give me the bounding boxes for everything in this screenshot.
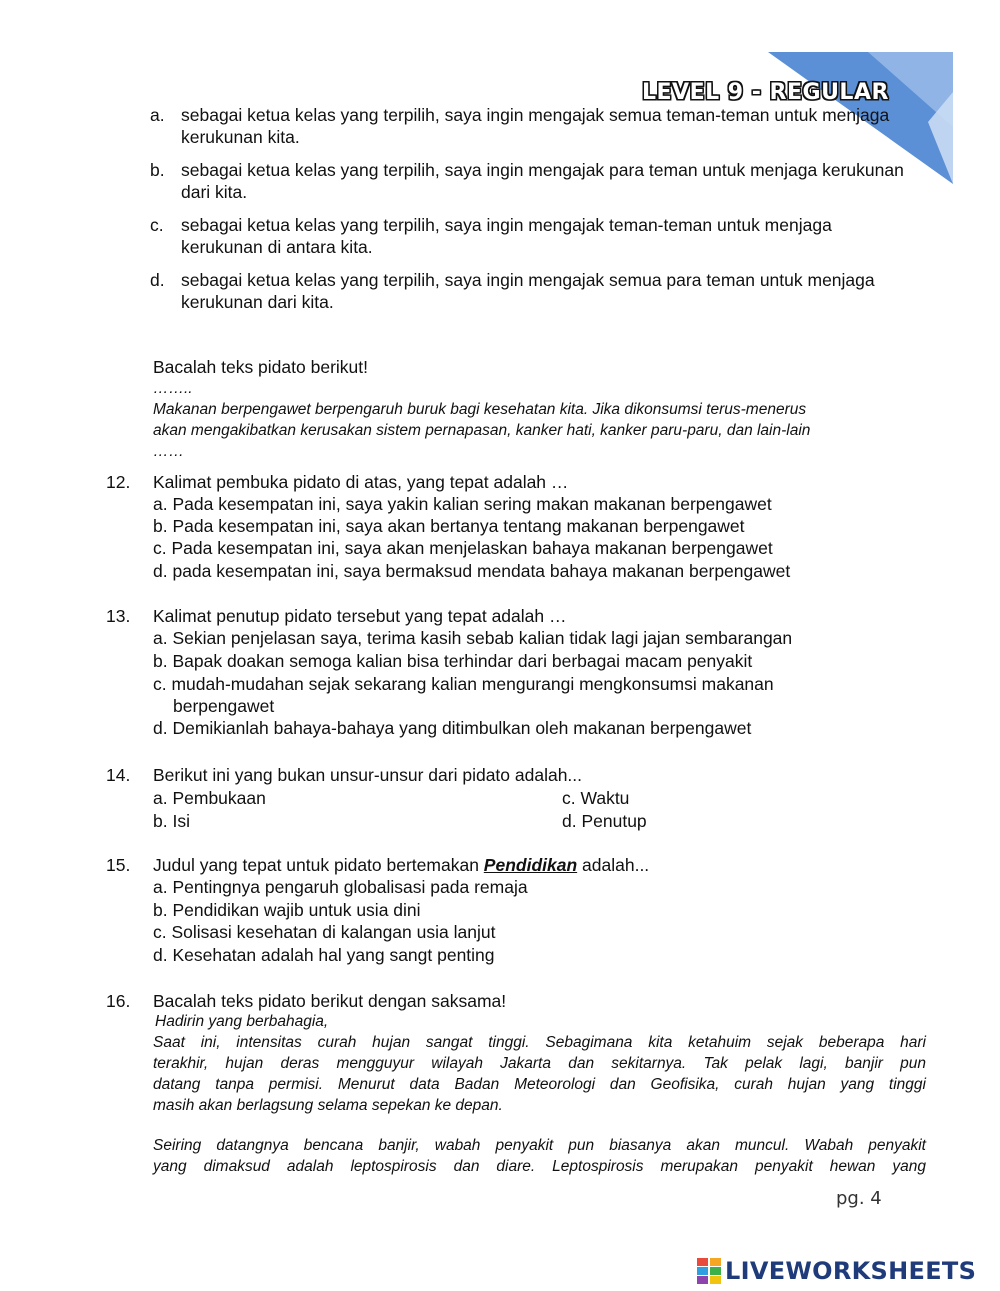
option-text: sebagai ketua kelas yang terpilih, saya ingin mengajak para teman untuk menjaga kerukunan dari kita. [181, 160, 904, 202]
theme-keyword: Pendidikan [483, 855, 578, 875]
q11-option-d[interactable] [150, 269, 910, 313]
q12-option-b[interactable]: b. Pada kesempatan ini, saya akan bertanya tentang makanan berpengawet [153, 516, 745, 536]
q15-option-a[interactable]: a. Pentingnya pengaruh globalisasi pada remaja [153, 877, 528, 897]
q13-option-d[interactable]: d. Demikianlah bahaya-bahaya yang ditimbulkan oleh makanan berpengawet [153, 718, 752, 738]
liveworksheets-logo [697, 1256, 976, 1286]
question-text: Bacalah teks pidato berikut dengan saksama! [153, 991, 507, 1011]
q15-option-b[interactable]: b. Pendidikan wajib untuk usia dini [153, 900, 421, 920]
q13-option-b[interactable]: b. Bapak doakan semoga kalian bisa terhindar dari berbagai macam penyakit [153, 651, 753, 671]
question-number: 15. [106, 855, 131, 875]
q12-option-d[interactable]: d. pada kesempatan ini, saya bermaksud mendata bahaya makanan berpengawet [153, 561, 791, 581]
brand-name: LIVEWORKSHEETS [725, 1257, 977, 1285]
q13-option-c-continued: berpengawet [173, 696, 275, 716]
speech-para1-line-2: terakhir, hujan deras mengguyur wilayah Jakarta dan sekitarnya. Tak pelak lagi, banjir pun [153, 1055, 926, 1072]
speech-para1-line-1: Saat ini, intensitas curah hujan sangat tinggi. Sebagimana kita ketahuim sejak beberapa hari [153, 1034, 926, 1051]
question-text-before: Judul yang tepat untuk pidato bertemakan [153, 855, 479, 875]
option-text: sebagai ketua kelas yang terpilih, saya ingin mengajak semua teman-teman untuk menjaga kerukunan kita. [181, 105, 890, 147]
q14-option-c[interactable]: c. Waktu [562, 788, 630, 808]
q12-option-c[interactable]: c. Pada kesempatan ini, saya akan menjelaskan bahaya makanan berpengawet [153, 538, 773, 558]
option-text: sebagai ketua kelas yang terpilih, saya ingin mengajak teman-teman untuk menjaga kerukunan di antara kita. [181, 215, 832, 257]
q15-option-c[interactable]: c. Solisasi kesehatan di kalangan usia lanjut [153, 922, 496, 942]
q12-option-a[interactable]: a. Pada kesempatan ini, saya yakin kalian sering makan makanan berpengawet [153, 494, 772, 514]
q11-option-c[interactable] [150, 214, 910, 258]
level-label: LEVEL 9 - REGULAR [642, 80, 889, 105]
question-text: Berikut ini yang bukan unsur-unsur dari pidato adalah... [153, 765, 583, 785]
question-text: Kalimat penutup pidato tersebut yang tepat adalah … [153, 606, 567, 626]
passage-ellipsis-top: …….. [153, 380, 193, 397]
question-number: 14. [106, 765, 131, 785]
passage-ellipsis-bottom: …… [153, 443, 184, 460]
option-text: sebagai ketua kelas yang terpilih, saya ingin mengajak semua para teman untuk menjaga kerukunan dari kita. [181, 270, 875, 312]
q13-option-a[interactable]: a. Sekian penjelasan saya, terima kasih sebab kalian tidak lagi jajan sembarangan [153, 628, 793, 648]
question-number: 13. [106, 606, 131, 626]
speech-para2-line-1: Seiring datangnya bencana banjir, wabah penyakit pun biasanya akan muncul. Wabah penyakit [153, 1137, 926, 1154]
speech-para1-line-3: datang tanpa permisi. Menurut data Badan Meteorologi dan Geofisika, curah hujan yang tinggi [153, 1076, 926, 1093]
speech-para2-line-2: yang dimaksud adalah leptospirosis dan diare. Leptospirosis merupakan penyakit hewan yang [153, 1158, 926, 1175]
passage-line-2: akan mengakibatkan kerusakan sistem pernapasan, kanker hati, kanker paru-paru, dan lain-lain [153, 422, 811, 439]
q13-option-c[interactable]: c. mudah-mudahan sejak sekarang kalian mengurangi mengkonsumsi makanan [153, 674, 774, 694]
passage-line-1: Makanan berpengawet berpengaruh buruk bagi kesehatan kita. Jika dikonsumsi terus-menerus [153, 401, 807, 418]
q11-option-b[interactable] [150, 159, 910, 203]
question-text-after: adalah... [582, 855, 650, 875]
speech-para1-line-4: masih akan berlagsung selama sepekan ke depan. [153, 1097, 503, 1114]
q14-option-a[interactable]: a. Pembukaan [153, 788, 266, 808]
option-letter: a. [150, 105, 165, 125]
question-number: 12. [106, 472, 131, 492]
q14-option-d[interactable]: d. Penutup [562, 811, 647, 831]
question-text [153, 854, 649, 876]
question-number: 16. [106, 991, 131, 1011]
option-letter: b. [150, 160, 165, 180]
q15-option-d[interactable]: d. Kesehatan adalah hal yang sangt penting [153, 945, 495, 965]
option-letter: d. [150, 270, 165, 290]
liveworksheets-icon [697, 1258, 721, 1284]
question-text: Kalimat pembuka pidato di atas, yang tepat adalah … [153, 472, 569, 492]
q11-option-a[interactable] [150, 104, 910, 148]
passage-instruction: Bacalah teks pidato berikut! [153, 357, 368, 377]
option-letter: c. [150, 215, 164, 235]
page-number: pg. 4 [836, 1188, 882, 1209]
q14-option-b[interactable]: b. Isi [153, 811, 190, 831]
speech-greeting: Hadirin yang berbahagia, [155, 1013, 329, 1030]
